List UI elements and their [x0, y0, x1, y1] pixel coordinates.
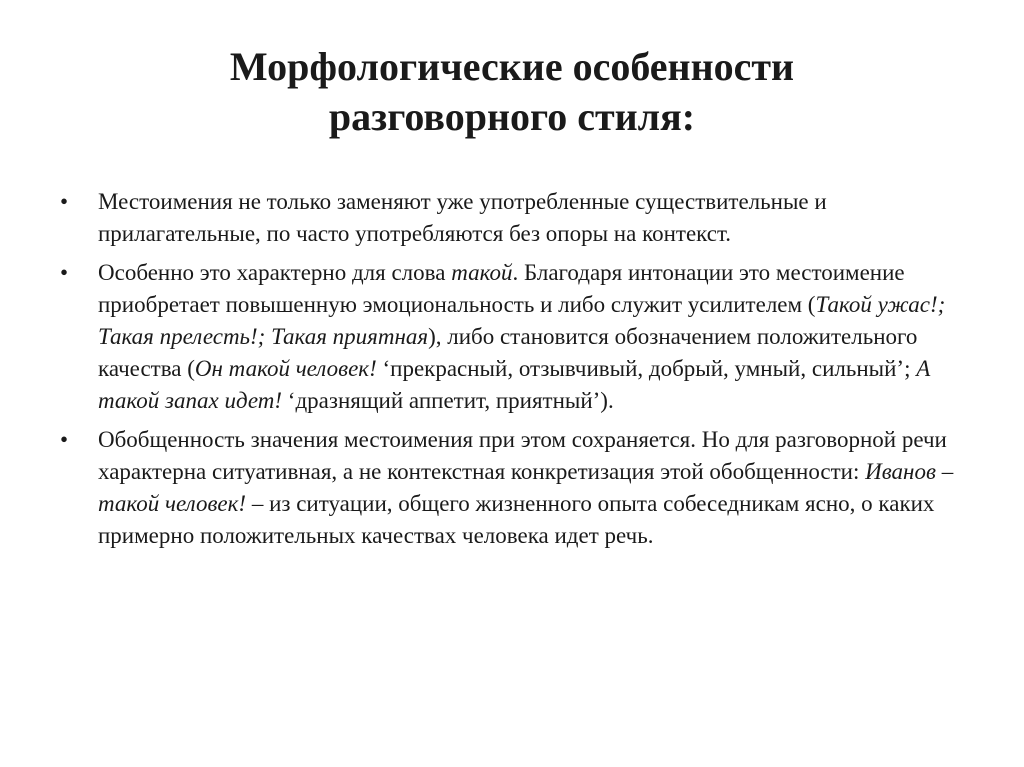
bullet-text: Местоимения не только заменяют уже употребленные существительные и прилагательные, по часто употребляются без опоры на контекст.: [98, 189, 827, 246]
bullet-item-generalization: [60, 424, 960, 552]
bullet-item-pronouns: [60, 186, 960, 250]
bullet-marker: •: [60, 189, 69, 214]
bullet-item-takoy: [60, 257, 960, 417]
bullet-text: . Благодаря интонации это местоимение приобретает повышенную эмоциональность и либо служит усилителем (: [98, 260, 905, 317]
bullet-text: – из ситуации, общего жизненного опыта собеседникам ясно, о каких примерно положительных качествах человека идет речь.: [98, 491, 935, 548]
bullet-list: [60, 186, 960, 559]
bullet-text: ‘прекрасный, отзывчивый, добрый, умный, сильный’;: [376, 356, 917, 381]
bullet-text: ‘дразнящий аппетит, приятный’).: [282, 388, 614, 413]
italic-example: Он такой человек!: [194, 356, 377, 381]
bullet-marker: •: [60, 427, 69, 452]
italic-example: такой: [451, 260, 513, 285]
slide-title-line-2: разговорного стиля:: [328, 94, 696, 139]
bullet-text: ), либо становится обозначением положительного качества (: [98, 324, 918, 381]
slide-title-line-1: Морфологические особенности: [229, 44, 795, 89]
italic-example: А такой запах идет!: [98, 356, 931, 413]
bullet-text: Особенно это характерно для слова: [98, 260, 452, 285]
bullet-marker: •: [60, 260, 69, 285]
slide-title: [0, 42, 1024, 142]
bullet-text: Обобщенность значения местоимения при этом сохраняется. Но для разговорной речи характерна ситуативная, а не контекстная конкретизация этой обобщенности:: [98, 427, 947, 484]
italic-example: Иванов – такой человек!: [98, 459, 954, 516]
italic-example: Такой ужас!; Такая прелесть!; Такая приятная: [98, 292, 946, 349]
